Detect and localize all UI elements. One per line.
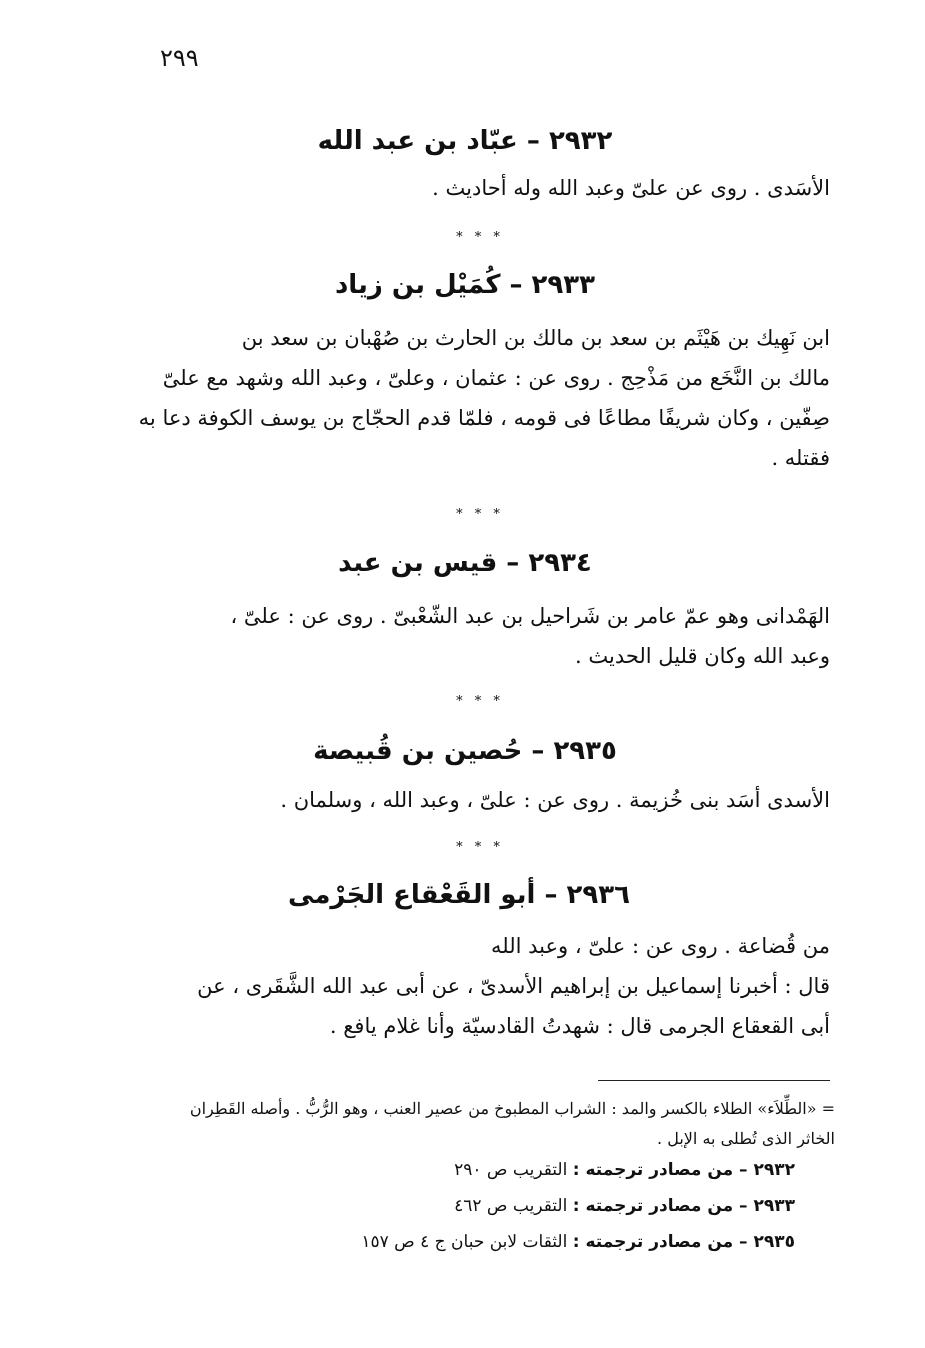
separator-stars: * * *	[456, 840, 504, 855]
entry-line: وعبد الله وكان قليل الحديث .	[575, 644, 830, 668]
entry-heading-2935: ٢٩٣٥ – حُصين بن قُبيصة	[313, 736, 617, 766]
entry-line: مالك بن النَّخَع من مَذْحِج . روى عن : عثمان ، وعلىّ ، وعبد الله وشهد مع علىّ	[162, 366, 830, 390]
source-ref: التقريب ص ٤٦٢	[454, 1196, 568, 1216]
separator-stars: * * *	[456, 694, 504, 709]
source-label: ٢٩٣٥ – من مصادر ترجمته :	[572, 1232, 795, 1252]
entry-line: ابن نَهِيك بن هَيْثَم بن سعد بن مالك بن الحارث بن صُهْبان بن سعد بن	[241, 326, 830, 350]
separator-stars: * * *	[456, 230, 504, 245]
entry-body-2933	[130, 318, 830, 478]
source-reference-2935	[361, 1232, 795, 1252]
entry-body-2934	[130, 596, 830, 676]
entry-line: قال : أخبرنا إسماعيل بن إبراهيم الأسدىّ ، عن أبى عبد الله الشَّقَرى ، عن	[197, 974, 830, 998]
entry-line: من قُضاعة . روى عن : علىّ ، وعبد الله	[491, 934, 830, 958]
footnote-text	[135, 1094, 835, 1154]
page-number: ٢٩٩	[160, 44, 199, 72]
entry-line: الأسدى أسَد بنى خُزيمة . روى عن : علىّ ، وعبد الله ، وسلمان .	[280, 788, 830, 812]
source-ref: التقريب ص ٢٩٠	[454, 1160, 568, 1180]
entry-line: الهَمْدانى وهو عمّ عامر بن شَراحيل بن عبد الشّعْبىّ . روى عن : علىّ ،	[230, 604, 830, 628]
entry-body-2936	[130, 926, 830, 1046]
entry-heading-2933: ٢٩٣٣ – كُمَيْل بن زياد	[334, 270, 596, 300]
footnote-line: الخاثر الذى تُطلى به الإبل .	[657, 1129, 835, 1148]
entry-body-2932	[130, 168, 830, 208]
source-ref: الثقات لابن حبان ج ٤ ص ١٥٧	[361, 1232, 568, 1252]
source-label: ٢٩٣٣ – من مصادر ترجمته :	[572, 1196, 795, 1216]
entry-line: الأسَدى . روى عن علىّ وعبد الله وله أحاديث .	[432, 176, 830, 200]
entry-line: أبى القعقاع الجرمى قال : شهدتُ القادسيّة وأنا غلام يافع .	[329, 1014, 830, 1038]
source-reference-2932	[454, 1160, 795, 1180]
entry-heading-2934: ٢٩٣٤ – قيس بن عبد	[338, 548, 592, 578]
entry-body-2935	[130, 780, 830, 820]
source-reference-2933	[454, 1196, 795, 1216]
entry-line: فقتله .	[771, 446, 830, 470]
footnote-rule	[598, 1080, 830, 1081]
entry-heading-2932: ٢٩٣٢ – عبّاد بن عبد الله	[317, 126, 613, 156]
entry-line: صِفّين ، وكان شريفًا مطاعًا فى قومه ، فلمّا قدم الحجّاج بن يوسف الكوفة دعا به	[138, 406, 830, 430]
entry-heading-2936: ٢٩٣٦ – أبو القَعْقاع الجَرْمى	[288, 880, 630, 910]
source-label: ٢٩٣٢ – من مصادر ترجمته :	[572, 1160, 795, 1180]
footnote-line: = «الطِّلاَء» الطلاء بالكسر والمد : الشراب المطبوخ من عصير العنب ، وهو الرُّبُّ . وأصله القَطِران	[189, 1099, 835, 1118]
separator-stars: * * *	[456, 507, 504, 522]
